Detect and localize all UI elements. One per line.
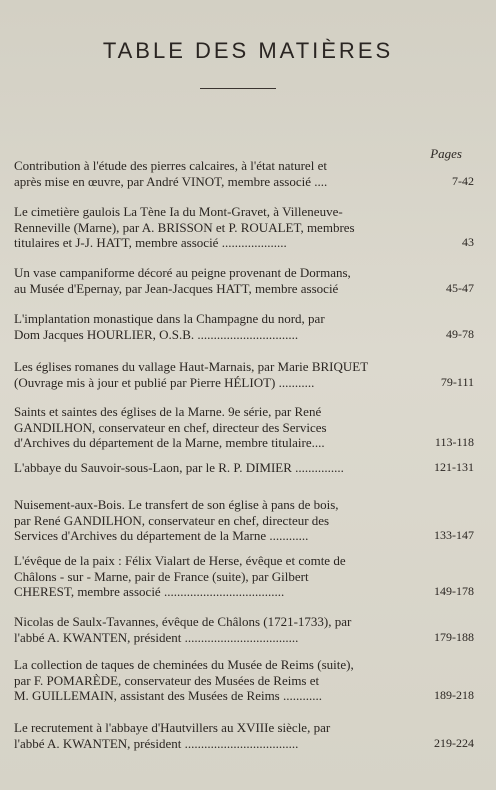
entry-line: Châlons - sur - Marne, pair de France (suite), par Gilbert [14,568,309,584]
entry-text [14,614,422,645]
entry-text [14,311,422,342]
entry-pages: 189-218 [434,688,474,702]
pages-column-header: Pages [430,146,462,161]
entry-line: Nicolas de Saulx-Tavannes, évêque de Châlons (1721-1733), par [14,614,352,629]
page-title: TABLE DES MATIÈRES [102,38,394,63]
entry-line: l'abbé A. KWANTEN, président ................................... [14,735,299,751]
entry-text [14,204,422,251]
toc-entry [14,460,474,476]
entry-text [14,158,422,189]
entry-pages: 219-224 [434,735,474,750]
entry-line: Renneville (Marne), par A. BRISSON et P. ROUALET, membres [14,219,355,235]
toc-entry [14,311,474,342]
entry-line: Dom Jacques HOURLIER, O.S.B. ............................... [14,326,299,342]
entry-line: La collection de taques de cheminées du Musée de Reims (suite), [14,657,354,672]
entry-text [14,404,422,451]
toc-entry [14,265,474,296]
entry-line: Saints et saintes des églises de la Marne. 9e série, par René [14,404,322,419]
entry-line: L'implantation monastique dans la Champagne du nord, par [14,311,325,326]
entry-pages: 49-78 [446,326,474,341]
entry-line: d'Archives du département de la Marne, membre titulaire.... [14,435,325,450]
entry-line: Les églises romanes du vallage Haut-Marnais, par Marie BRIQUET [14,359,369,374]
entry-line: par René GANDILHON, conservateur en chef, directeur des [14,512,330,528]
entry-line: titulaires et J-J. HATT, membre associé .................... [14,235,287,250]
entry-pages: 45-47 [446,280,474,295]
entry-text [14,720,422,751]
entry-line: par F. POMARÈDE, conservateur des Musées de Reims et [14,672,320,688]
toc-entry [14,359,474,390]
entry-text [14,657,422,704]
entry-pages: 7-42 [452,173,474,188]
entry-text [14,359,422,390]
toc-entry [14,657,474,704]
entry-pages: 79-111 [440,374,474,389]
entry-line: Contribution à l'étude des pierres calcaires, à l'état naturel et [14,158,327,173]
toc-entry [14,404,474,451]
entry-line: (Ouvrage mis à jour et publié par Pierre HÉLIOT) ........... [14,374,315,390]
toc-entry [14,720,474,751]
title-rule [200,88,276,89]
entry-line: M. GUILLEMAIN, assistant des Musées de Reims ............ [14,688,322,703]
entry-line: GANDILHON, conservateur en chef, directeur des Services [14,419,327,435]
entry-pages: 133-147 [434,528,474,542]
entry-pages: 121-131 [434,460,474,474]
entry-line: L'abbaye du Sauvoir-sous-Laon, par le R. P. DIMIER ............... [14,460,344,475]
entry-line: L'évêque de la paix : Félix Vialart de Herse, évêque et comte de [14,553,346,568]
toc-entry [14,614,474,645]
entry-text [14,265,422,296]
entry-line: Un vase campaniforme décoré au peigne provenant de Dormans, [14,265,351,280]
entry-pages: 43 [462,235,474,249]
entry-text [14,460,422,476]
entry-pages: 179-188 [434,629,474,644]
entry-pages: 149-178 [434,584,474,598]
entry-line: après mise en œuvre, par André VINOT, membre associé .... [14,173,328,189]
entry-line: CHEREST, membre associé ..................................... [14,584,285,599]
entry-text [14,497,422,544]
entry-line: Le recrutement à l'abbaye d'Hautvillers au XVIIIe siècle, par [14,720,331,735]
entry-line: l'abbé A. KWANTEN, président ................................... [14,629,299,645]
toc-entry [14,497,474,544]
entry-text [14,553,422,600]
entry-pages: 113-118 [434,435,474,449]
toc-entry [14,158,474,189]
entry-line: Le cimetière gaulois La Tène Ia du Mont-Gravet, à Villeneuve- [14,204,343,219]
entry-line: Nuisement-aux-Bois. Le transfert de son église à pans de bois, [14,497,339,512]
toc-entry [14,204,474,251]
entry-line: au Musée d'Epernay, par Jean-Jacques HATT, membre associé [14,280,339,296]
toc-entry [14,553,474,600]
entry-line: Services d'Archives du département de la Marne ............ [14,528,309,543]
